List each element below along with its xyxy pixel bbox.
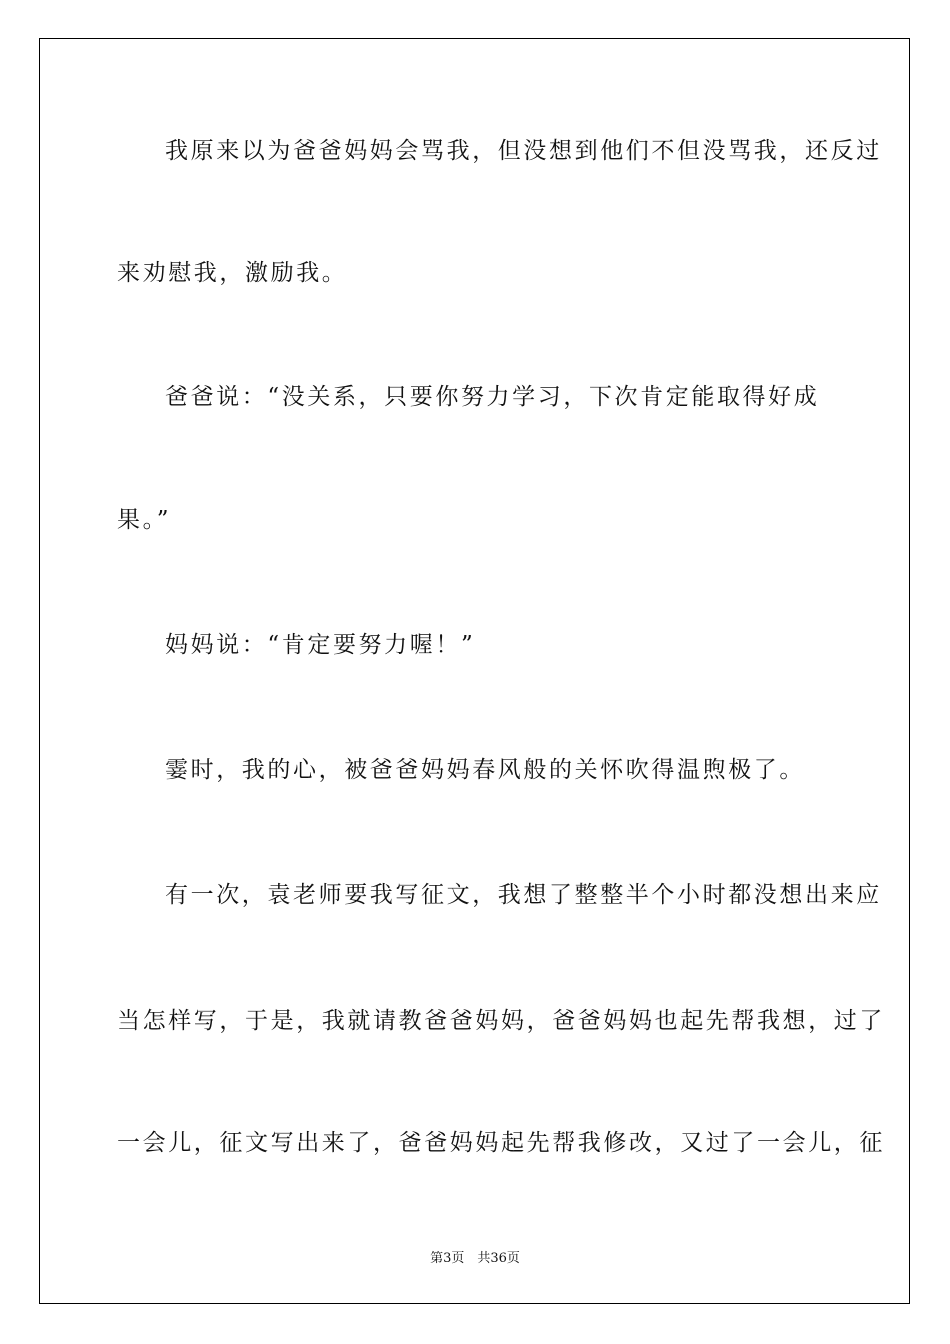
- paragraph-line: 爸爸说：“没关系，只要你努力学习，下次肯定能取得好成: [165, 384, 820, 410]
- paragraph-line: 我原来以为爸爸妈妈会骂我，但没想到他们不但没骂我，还反过: [165, 138, 882, 164]
- page-number-footer: 第3页 共36页: [430, 1251, 520, 1266]
- paragraph-line: 当怎样写，于是，我就请教爸爸妈妈，爸爸妈妈也起先帮我想，过了: [117, 1008, 885, 1034]
- paragraph-line: 妈妈说：“肯定要努力喔！”: [165, 632, 476, 658]
- paragraph-line: 一会儿，征文写出来了，爸爸妈妈起先帮我修改，又过了一会儿，征: [117, 1130, 885, 1156]
- page-border: [39, 38, 910, 1304]
- paragraph-line: 有一次，袁老师要我写征文，我想了整整半个小时都没想出来应: [165, 882, 882, 908]
- paragraph-line: 果。”: [117, 507, 172, 533]
- paragraph-line: 来劝慰我，激励我。: [117, 260, 348, 286]
- paragraph-line: 霎时，我的心，被爸爸妈妈春风般的关怀吹得温煦极了。: [165, 757, 805, 783]
